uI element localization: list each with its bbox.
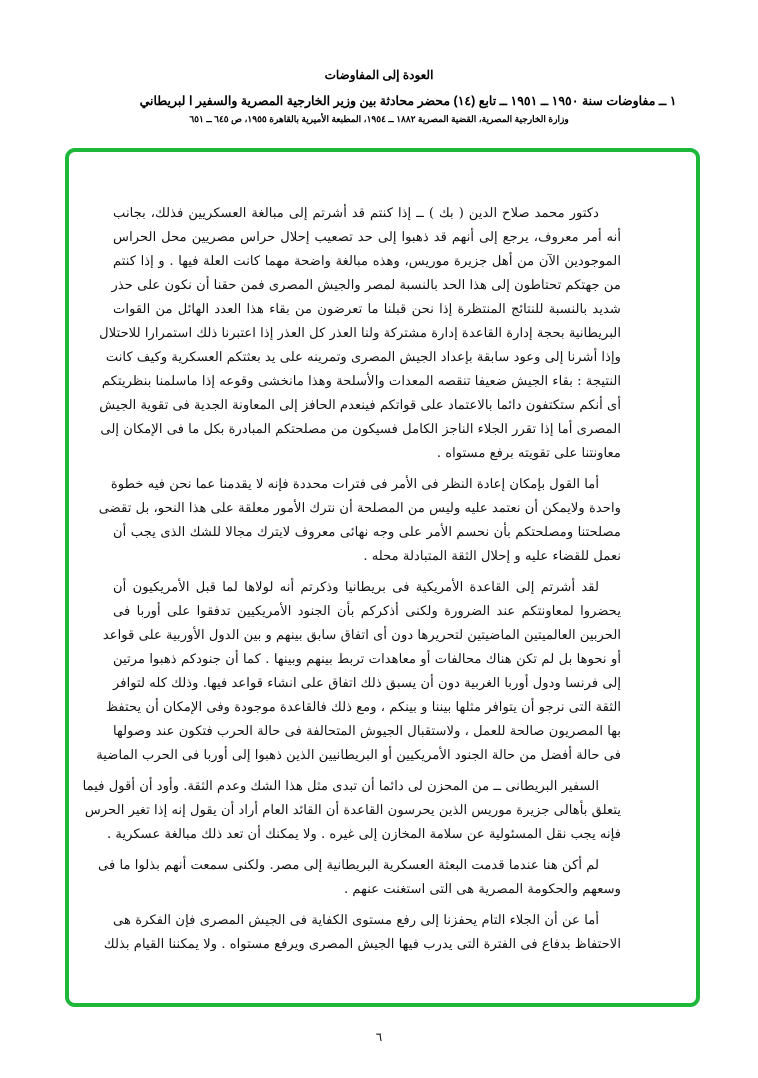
text-line: دكتور محمد صلاح الدين ( بك ) ــ إذا كنتم قد أشرتم إلى مبالغة العسكريين فذلك، بجانب [113, 206, 599, 221]
text-line: شديد بالنسبة للنتائج المنتظرة إذا نحن قبلنا ما تعرضون من بقاء هذا العدد الهائل من القوات [113, 302, 621, 317]
text-line: وإذا أشرنا إلى وعود سابقة بإعداد الجيش المصرى وتمرينه على يد بعثتكم العسكرية وكيف كانت [105, 350, 621, 365]
text-line: المصرى أما إذا تقرر الجلاء الناجز الكامل فسيكون من مصلحتكم المبادرة بكل ما فى الإمكان إلى [100, 422, 621, 437]
text-line: الاحتفاظ بدفاع فى الفترة التى يدرب فيها الجيش المصرى ويرفع مستواه . ولا يمكننا القيام بذلك [103, 937, 621, 952]
text-line: الحربين العالميتين الماضيتين لتحريرها دون أى اتفاق سابق بينهم و بين الدول الأوربية على قواعد [102, 628, 621, 643]
paragraph [98, 473, 621, 569]
text-line: أى أنكم ستكتفون دائما بالاعتماد على قواتكم فينعدم الحافز إلى المعاونة الجدية فى تقوية الجيش [99, 398, 621, 413]
text-line: الثقة التى نرجو أن يتوافر مثلها بيننا و بينكم ، ومع ذلك فالقاعدة موجودة وفى الإمكان أن يحتفظ [105, 700, 621, 715]
paragraph [103, 909, 621, 957]
paragraph [96, 576, 621, 768]
document-body [82, 202, 621, 964]
text-line: واحدة ولايمكن أن نعتمد عليه وليس من المصلحة أن نترك الأمور معلقة على هذا النحو، بل تقضى [98, 501, 621, 516]
text-line: من جهتكم تحتاطون إلى هذا الحد بالنسبة لمصر والجيش المصرى فمن حقنا أن نكون على حذر [111, 278, 621, 293]
text-line: فى حالة أفضل من حالة الجنود الأمريكيين أو البريطانيين الذين ذهبوا إلى أوربا فى الحرب الماضية [96, 748, 621, 763]
text-line: السفير البريطانى ــ من المحزن لى دائما أن تبدى مثل هذا الشك وعدم الثقة. وأود أن أقول فيما [82, 779, 599, 794]
text-line: إلى فرنسا ودول أوربا الغربية دون أن يسبق ذلك اتفاق على انشاء قواعد فيها. وذلك كله لتوافر [113, 676, 621, 691]
text-line: فإنه يجب نقل المسئولية عن سلامة المخازن إلى غيره . ولا يمكنك أن تعد ذلك مبالغة عسكرية . [107, 827, 621, 842]
text-line: النتيجة : بقاء الجيش ضعيفا تنقصه المعدات والأسلحة وهذا مانخشى وقوعه إذا ماسلمنا بنظريتكم [101, 374, 621, 389]
text-line: نعمل للقضاء عليه و إحلال الثقة المتبادلة محله . [363, 549, 621, 564]
text-line: أما القول بإمكان إعادة النظر فى الأمر فى فترات محددة فإنه لا يقدمنا عما نحن فيه خطوة [110, 477, 599, 492]
text-line: يحضروا لمعاونتكم عند الضرورة ولكنى أذكركم بأن الجنود الأمريكيين تدفقوا على أوربا فى [113, 604, 621, 619]
text-line: لقد أشرتم إلى القاعدة الأمريكية فى بريطانيا وذكرتم أنه لولاها لما قبل الأمريكيون أن [113, 580, 599, 595]
document-subtitle: ١ ــ مفاوضات سنة ١٩٥٠ ــ ١٩٥١ ــ تابع (١٤) محضر محادثة بين وزير الخارجية المصرية والسفير ا لبريطاني [139, 94, 677, 108]
text-line: أما عن أن الجلاء التام يحفزنا إلى رفع مستوى الكفاية فى الجيش المصرى فإن الفكرة هى [113, 913, 599, 928]
text-line: يتعلق بأهالى جزيرة موريس الذين يحرسون القاعدة أن القائد العام أراد أن يقول إنه إذا تغير الحرس [84, 803, 621, 818]
page-number: ٦ [375, 1030, 383, 1044]
paragraph [82, 775, 621, 847]
text-line: وسعهم والحكومة المصرية هى التى استغنت عنهم . [343, 882, 621, 897]
text-line: مصلحتنا ومصلحتكم بأن نحسم الأمر على وجه نهائى معروف لايترك مجالا للشك الذى يجب أن [113, 525, 621, 540]
text-line: الموجودين الآن من أهل جزيرة موريس، وهذه مبالغة واضحة مهما كانت العلة فيها . و إذا كنتم [113, 254, 621, 269]
text-line: معاونتنا على تقويته برفع مستواه . [436, 446, 621, 461]
paragraph [99, 202, 621, 466]
text-line: أو نحوها بل لم تكن هناك محالفات أو معاهدات تربط بينهم وبينها . كما أن جنودكم ذهبوا مرتين [113, 652, 621, 667]
text-line: بها المصريون صالحة للعمل ، ولاستقبال الجيوش المتحالفة فى حالة الحرب فتكون عند وصولها [113, 724, 621, 739]
paragraph [98, 854, 621, 902]
text-line: لم أكن هنا عندما قدمت البعثة العسكرية البريطانية إلى مصر. ولكنى سمعت أنهم بذلوا ما فى [98, 858, 599, 873]
text-line: البريطانية بحجة إدارة القاعدة إدارة مشتركة ولنا العذر كل العذر إذا اعتبرنا ذلك استمرارا للاحتلال [99, 326, 621, 341]
source-citation: وزارة الخارجية المصرية، القضية المصرية ١٨٨٢ ــ ١٩٥٤، المطبعة الأميرية بالقاهرة ١٩٥٥، ص ٦٤٥ ــ ٦٥١ [189, 114, 569, 124]
text-line: أنه أمر معروف، يرجع إلى أنهم قد ذهبوا إلى حد تصعيب إحلال حراس مصريين محل الحراس [113, 230, 621, 245]
document-title: العودة إلى المفاوضات [324, 68, 434, 82]
